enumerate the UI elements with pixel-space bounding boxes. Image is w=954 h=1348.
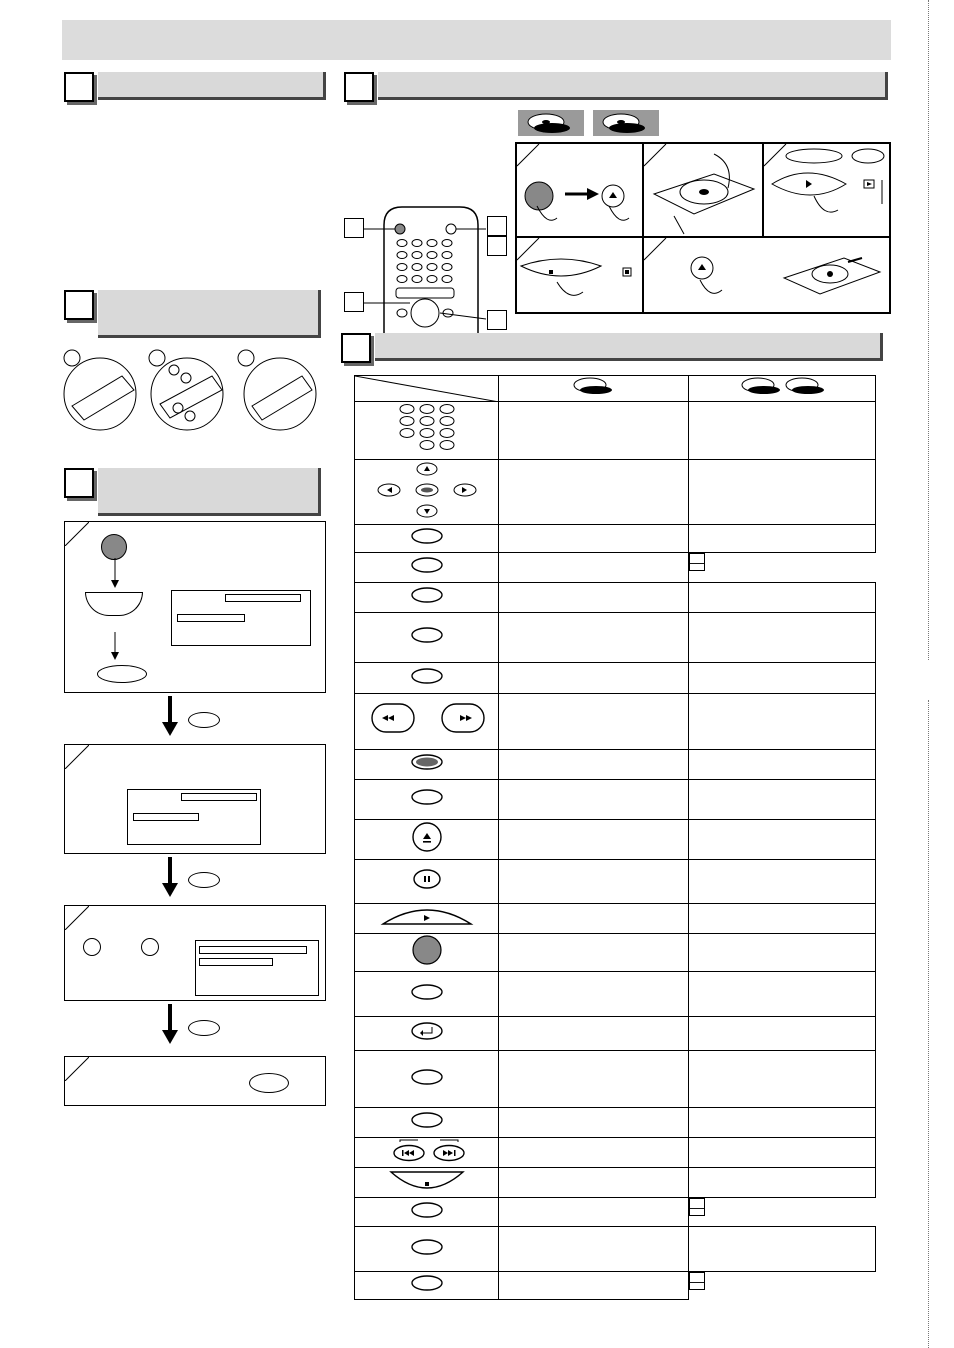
table-row [355,1051,876,1108]
row-col1 [499,750,689,780]
skip-buttons-icon [355,1138,499,1168]
oval-button-icon [355,1198,499,1227]
row-col1 [499,904,689,934]
setup-step-panel [64,1056,326,1106]
table-row [355,460,876,525]
disc-type-tab [593,110,659,136]
row-col1 [499,1138,689,1168]
disc-icon [564,376,624,396]
disc-icon [732,376,832,396]
oval-button-icon [355,525,499,553]
table-row [355,402,876,460]
table-header-row [355,376,876,402]
row-col2 [689,860,876,904]
table-row [355,904,876,934]
header-key-cell [355,376,499,402]
row-col2 [689,820,876,860]
row-col1 [499,820,689,860]
section-header [98,72,326,100]
stop-button-icon [355,1168,499,1198]
row-col2 [689,583,876,613]
dark-oval-button-icon [355,750,499,780]
disc-icon [593,110,659,136]
table-row [355,694,876,750]
pause-button-icon [355,860,499,904]
row-col1 [499,402,689,460]
section-number-box [64,290,94,320]
row-col2 [689,1108,876,1138]
section-number-box [64,468,94,498]
table-row [355,780,876,820]
power-button-icon [101,534,127,560]
eject-remove-disc-illustration [644,238,889,312]
row-col1 [499,1051,689,1108]
oval-button-icon [355,780,499,820]
setup-step-panel [64,905,326,1001]
table-row [355,613,876,663]
table-row [355,972,876,1017]
table-row [355,934,876,972]
row-col1 [499,860,689,904]
insert-disc-illustration [644,144,762,236]
margin-separator [928,0,929,660]
header-disc1-cell [499,376,689,402]
section-number-box [344,72,374,102]
table-row [355,663,876,694]
down-arrow-button-icon [141,938,159,956]
row-col2 [689,460,876,525]
oval-button-icon [188,872,220,888]
oval-button-icon [249,1073,289,1093]
section-number-box [341,333,371,363]
callout-box [487,236,507,256]
table-row [355,1017,876,1051]
table-row [355,583,876,613]
row-col1 [499,1272,689,1300]
row-col1 [499,525,689,553]
oval-button-icon [355,1108,499,1138]
row-col2 [689,1227,876,1272]
up-arrow-button-icon [83,938,101,956]
section-header [375,333,883,361]
play-illustration [764,144,889,236]
oval-button-icon [355,613,499,663]
setup-step-panel [64,521,326,693]
row-col2 [689,613,876,663]
table-row [355,750,876,780]
table-row [355,1198,876,1227]
page-title-bar [62,20,891,60]
function-table [354,375,876,1300]
table-row [355,1138,876,1168]
loading-steps-grid [515,142,891,314]
disc-icon [518,110,584,136]
table-row [355,1227,876,1272]
play-button-icon [355,904,499,934]
row-col2 [689,663,876,694]
oval-button-icon [355,1227,499,1272]
oval-button-icon [188,1020,220,1036]
row-col1 [499,553,689,583]
oval-button-icon [355,553,499,583]
row-col1 [499,1017,689,1051]
margin-separator [928,700,929,1348]
row-col1 [499,583,689,613]
oval-button-icon [355,663,499,694]
table-row [355,860,876,904]
row-col2 [689,1017,876,1051]
table-row [355,1108,876,1138]
row-col1 [499,780,689,820]
power-eject-illustration [517,144,642,236]
row-col1 [499,460,689,525]
oval-button-icon [355,583,499,613]
callout-box [487,310,507,330]
row-col1 [499,1108,689,1138]
row-col2 [689,1168,876,1198]
number-keypad-icon [355,402,499,460]
row-col1 [499,972,689,1017]
section-header [378,72,888,100]
row-col2 [689,1051,876,1108]
rewind-fastforward-icon [355,694,499,750]
row-col1 [499,694,689,750]
disc-type-tab [518,110,584,136]
header-disc2-cell [689,376,876,402]
row-col2 [689,904,876,934]
power-button-icon [355,934,499,972]
table-row [355,1272,876,1300]
setup-step-panel [64,744,326,854]
cursor-arrow-keys-icon [355,460,499,525]
oval-button-icon [355,1272,499,1300]
row-col2: — [690,1273,704,1289]
row-col1 [499,934,689,972]
oval-button-icon [188,712,220,728]
row-col2: — [690,554,704,570]
eject-button-icon [355,820,499,860]
row-col2 [689,694,876,750]
section-header [98,290,321,338]
oval-button-icon [355,972,499,1017]
oval-button-icon [355,1051,499,1108]
row-col2 [689,750,876,780]
battery-install-illustrations [62,346,324,436]
callout-box [344,292,364,312]
row-col2 [689,972,876,1017]
row-col2 [689,780,876,820]
row-col1 [499,1168,689,1198]
table-row [355,820,876,860]
row-col1 [499,663,689,694]
row-col2 [689,1138,876,1168]
callout-box [487,216,507,236]
callout-box [344,218,364,238]
table-row [355,553,876,583]
return-button-icon [355,1017,499,1051]
section-header [98,468,321,516]
row-col1 [499,1227,689,1272]
table-row [355,1168,876,1198]
row-col2 [689,525,876,553]
table-row [355,525,876,553]
section-number-box [64,72,94,102]
row-col2: — [690,1199,704,1215]
stop-illustration [517,238,642,312]
row-col2 [689,934,876,972]
row-col2 [689,402,876,460]
row-col1 [499,613,689,663]
row-col1 [499,1198,689,1227]
